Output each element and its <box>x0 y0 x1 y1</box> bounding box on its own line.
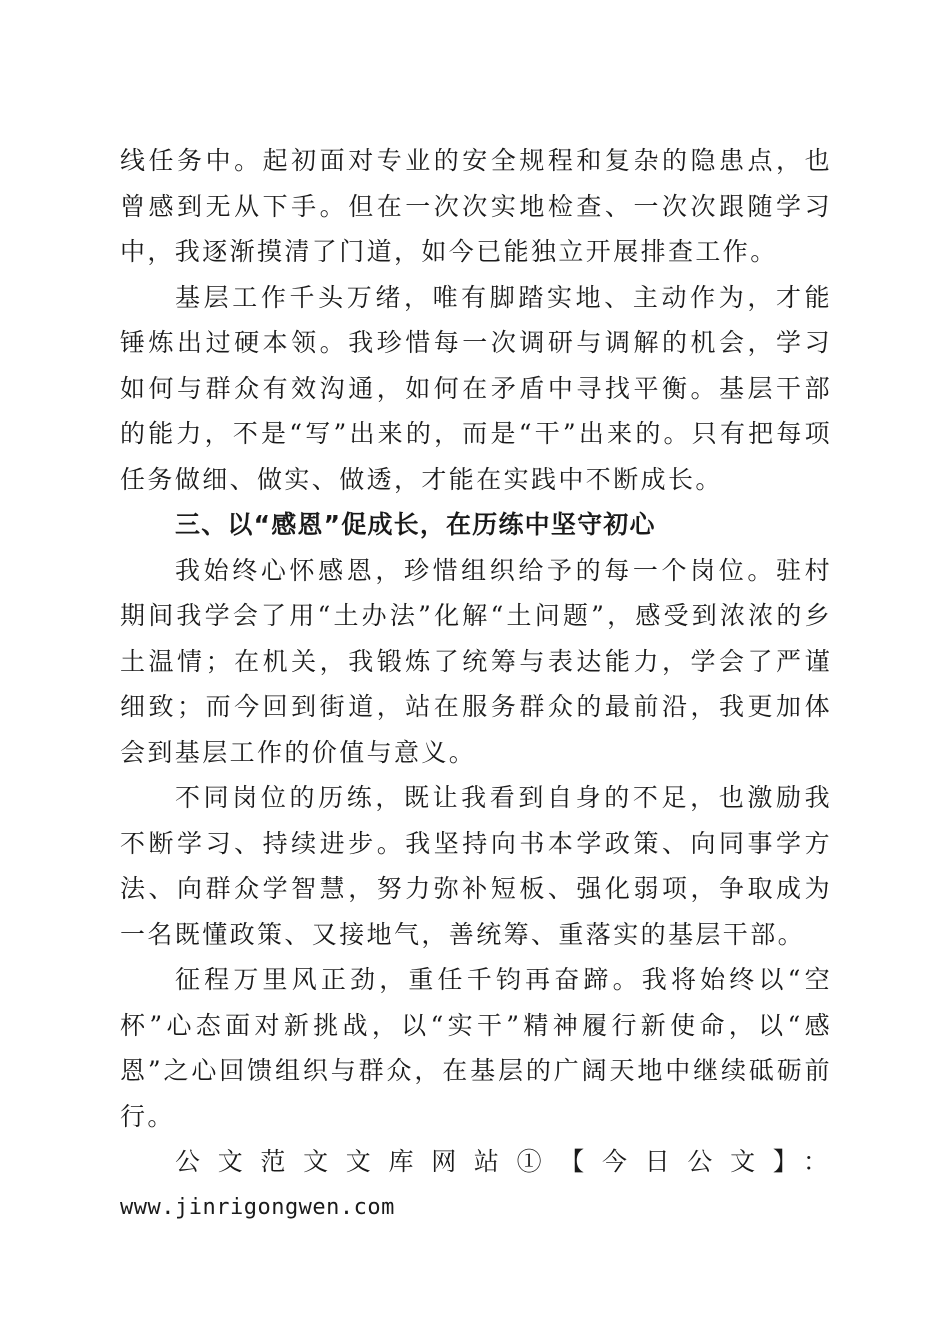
document-body <box>120 138 832 1230</box>
source-label: 公文范文文库网站①【今日公文】： <box>175 1147 832 1176</box>
paragraph-continuation: 线任务中。起初面对专业的安全规程和复杂的隐患点，也曾感到无从下手。但在一次次实地检查、一次次跟随学习中，我逐渐摸清了门道，如今已能独立开展排查工作。 <box>120 146 832 266</box>
paragraph: 不同岗位的历练，既让我看到自身的不足，也激励我不断学习、持续进步。我坚持向书本学政策、向同事学方法、向群众学智慧，努力弥补短板、强化弱项，争取成为一名既懂政策、又接地气，善统筹、重落实的基层干部。 <box>120 783 832 949</box>
paragraph: 基层工作千头万绪，唯有脚踏实地、主动作为，才能锤炼出过硬本领。我珍惜每一次调研与调解的机会，学习如何与群众有效沟通，如何在矛盾中寻找平衡。基层干部的能力，不是“写”出来的，而是“干”出来的。只有把每项任务做细、做实、做透，才能在实践中不断成长。 <box>120 282 832 494</box>
paragraph: 我始终心怀感恩，珍惜组织给予的每一个岗位。驻村期间我学会了用“土办法”化解“土问题”，感受到浓浓的乡土温情；在机关，我锻炼了统筹与表达能力，学会了严谨细致；而今回到街道，站在服务群众的最前沿，我更加体会到基层工作的价值与意义。 <box>120 555 832 767</box>
source-url: www.jinrigongwen.com <box>120 1194 395 1220</box>
paragraph: 征程万里风正劲，重任千钧再奋蹄。我将始终以“空杯”心态面对新挑战，以“实干”精神履行新使命，以“感恩”之心回馈组织与群众，在基层的广阔天地中继续砥砺前行。 <box>120 965 832 1131</box>
section-heading: 三、以“感恩”促成长，在历练中坚守初心 <box>175 510 656 539</box>
